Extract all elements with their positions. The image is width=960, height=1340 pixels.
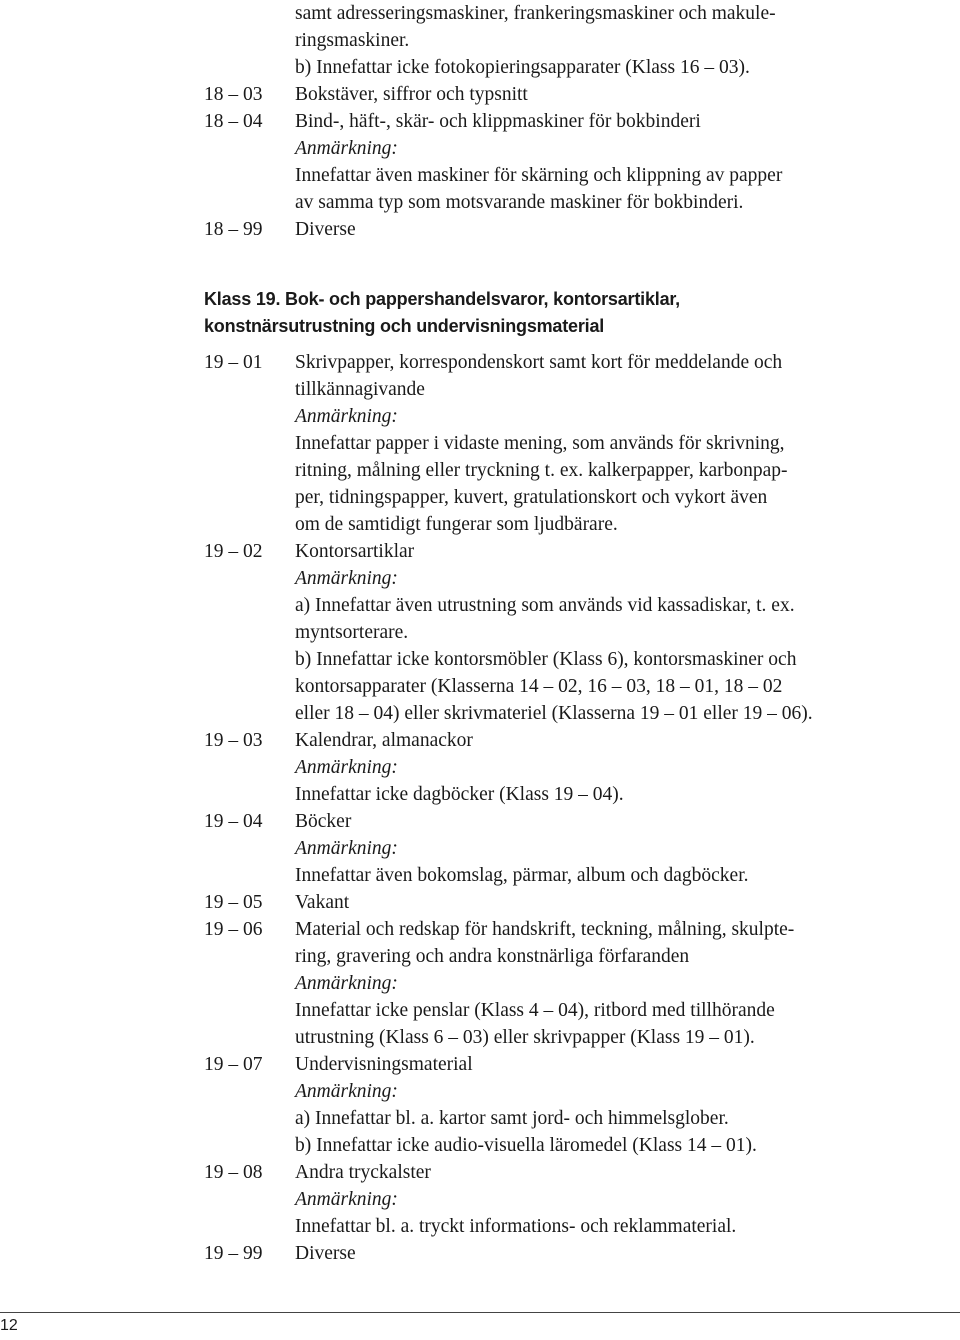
note-line: kontorsapparater (Klasserna 14 – 02, 16 – 03, 18 – 01, 18 – 02	[295, 676, 783, 697]
text-line: ringsmaskiner.	[295, 30, 410, 51]
entry-title: Kontorsartiklar	[295, 541, 415, 562]
entry-title: Bokstäver, siffror och typsnitt	[295, 84, 528, 105]
text-line: b) Innefattar icke fotokopieringsapparater (Klass 16 – 03).	[295, 57, 750, 78]
entry-title: Diverse	[295, 219, 356, 240]
class-heading: Klass 19. Bok- och pappershandelsvaror, kontorsartiklar,	[204, 289, 680, 309]
note-line: eller 18 – 04) eller skrivmateriel (Klasserna 19 – 01 eller 19 – 06).	[295, 703, 813, 724]
note-line: per, tidningspapper, kuvert, gratulationskort och vykort även	[295, 487, 768, 508]
entry-code: 19 – 06	[204, 919, 263, 940]
note-line: av samma typ som motsvarande maskiner för bokbinderi.	[295, 192, 744, 213]
entry-title: Böcker	[295, 811, 352, 832]
note-line: Innefattar även maskiner för skärning och klippning av papper	[295, 165, 783, 186]
entry-title: Bind-, häft-, skär- och klippmaskiner för bokbinderi	[295, 111, 701, 132]
entry-title: tillkännagivande	[295, 379, 425, 400]
note-line: utrustning (Klass 6 – 03) eller skrivpapper (Klass 19 – 01).	[295, 1027, 755, 1048]
note-label: Anmärkning:	[295, 838, 398, 859]
footer-rule	[0, 1312, 960, 1313]
note-line: b) Innefattar icke audio-visuella läromedel (Klass 14 – 01).	[295, 1135, 757, 1156]
note-label: Anmärkning:	[295, 568, 398, 589]
entry-code: 18 – 04	[204, 111, 263, 132]
note-line: Innefattar även bokomslag, pärmar, album och dagböcker.	[295, 865, 749, 886]
note-label: Anmärkning:	[295, 1081, 398, 1102]
note-label: Anmärkning:	[295, 757, 398, 778]
note-line: ritning, målning eller tryckning t. ex. kalkerpapper, karbonpap-	[295, 460, 788, 481]
entry-code: 19 – 01	[204, 352, 263, 373]
note-line: Innefattar icke dagböcker (Klass 19 – 04).	[295, 784, 624, 805]
entry-code: 19 – 02	[204, 541, 263, 562]
entry-code: 19 – 04	[204, 811, 263, 832]
note-line: b) Innefattar icke kontorsmöbler (Klass 6), kontorsmaskiner och	[295, 649, 797, 670]
note-line: Innefattar bl. a. tryckt informations- och reklammaterial.	[295, 1216, 737, 1237]
note-line: om de samtidigt fungerar som ljudbärare.	[295, 514, 618, 535]
note-line: a) Innefattar bl. a. kartor samt jord- och himmelsglober.	[295, 1108, 729, 1129]
entry-title: Skrivpapper, korrespondenskort samt kort för meddelande och	[295, 352, 783, 373]
entry-title: Kalendrar, almanackor	[295, 730, 473, 751]
note-label: Anmärkning:	[295, 406, 398, 427]
entry-code: 19 – 08	[204, 1162, 263, 1183]
entry-title: Material och redskap för handskrift, teckning, målning, skulpte-	[295, 919, 795, 940]
entry-title: Diverse	[295, 1243, 356, 1264]
note-line: a) Innefattar även utrustning som används vid kassadiskar, t. ex.	[295, 595, 795, 616]
text-line: samt adresseringsmaskiner, frankeringsmaskiner och makule-	[295, 3, 776, 24]
note-line: myntsorterare.	[295, 622, 409, 643]
entry-code: 19 – 05	[204, 892, 263, 913]
entry-code: 18 – 99	[204, 219, 263, 240]
note-label: Anmärkning:	[295, 973, 398, 994]
page-number: 12	[0, 1317, 18, 1334]
entry-code: 19 – 99	[204, 1243, 263, 1264]
entry-code: 18 – 03	[204, 84, 263, 105]
note-label: Anmärkning:	[295, 138, 398, 159]
entry-code: 19 – 07	[204, 1054, 263, 1075]
entry-title: ring, gravering och andra konstnärliga förfaranden	[295, 946, 690, 967]
class-heading: konstnärsutrustning och undervisningsmaterial	[204, 316, 605, 336]
note-line: Innefattar papper i vidaste mening, som används för skrivning,	[295, 433, 785, 454]
entry-title: Vakant	[295, 892, 350, 913]
entry-title: Undervisningsmaterial	[295, 1054, 473, 1075]
note-label: Anmärkning:	[295, 1189, 398, 1210]
entry-code: 19 – 03	[204, 730, 263, 751]
entry-title: Andra tryckalster	[295, 1162, 431, 1183]
note-line: Innefattar icke penslar (Klass 4 – 04), ritbord med tillhörande	[295, 1000, 775, 1021]
